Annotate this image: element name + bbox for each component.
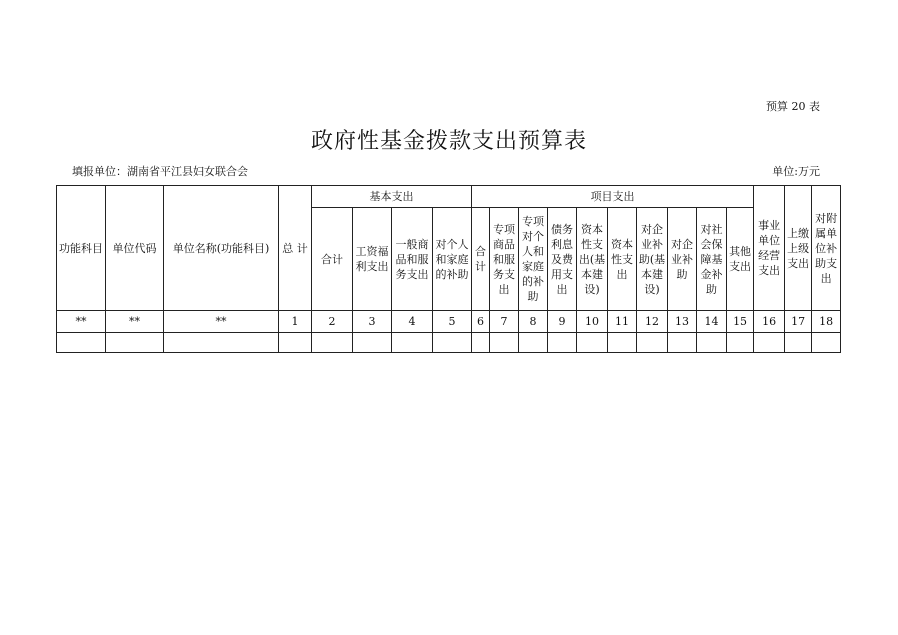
data-cell[interactable]	[812, 333, 841, 353]
budget-table	[56, 185, 841, 353]
header-project-social-security: 对社会保障基金补助	[697, 208, 727, 311]
header-project-enterprise-construction: 对企业补助(基本建设)	[637, 208, 668, 311]
header-basic-personal-subsidy: 对个人和家庭的补助	[433, 208, 472, 311]
filing-unit: 填报单位：湖南省平江县妇女联合会	[72, 165, 248, 178]
empty-data-row	[57, 333, 841, 353]
index-cell: 14	[697, 311, 727, 333]
index-cell: 13	[668, 311, 697, 333]
data-cell[interactable]	[668, 333, 697, 353]
header-function-subject: 功能科目	[57, 186, 106, 311]
data-cell[interactable]	[279, 333, 312, 353]
index-cell: 5	[433, 311, 472, 333]
data-cell[interactable]	[312, 333, 353, 353]
data-cell[interactable]	[57, 333, 106, 353]
header-project-capital-construction: 资本性支出(基本建设)	[577, 208, 608, 311]
data-cell[interactable]	[548, 333, 577, 353]
data-cell[interactable]	[577, 333, 608, 353]
header-basic-goods-services: 一般商品和服务支出	[392, 208, 433, 311]
header-project-enterprise: 对企业补助	[668, 208, 697, 311]
header-total: 总 计	[279, 186, 312, 311]
index-row	[57, 311, 841, 333]
page-title: 政府性基金拨款支出预算表	[310, 129, 587, 154]
index-cell: 9	[548, 311, 577, 333]
data-cell[interactable]	[785, 333, 812, 353]
index-cell: 6	[472, 311, 490, 333]
header-project-capital: 资本性支出	[608, 208, 637, 311]
header-basic-expenditure: 基本支出	[312, 186, 472, 208]
index-cell: **	[106, 311, 164, 333]
data-cell[interactable]	[392, 333, 433, 353]
header-basic-wages: 工资福利支出	[353, 208, 392, 311]
header-unit-name: 单位名称(功能科目)	[164, 186, 279, 311]
index-cell: 3	[353, 311, 392, 333]
index-cell: 18	[812, 311, 841, 333]
header-basic-subtotal: 合计	[312, 208, 353, 311]
data-cell[interactable]	[433, 333, 472, 353]
index-cell: 4	[392, 311, 433, 333]
index-cell: 10	[577, 311, 608, 333]
data-cell[interactable]	[490, 333, 519, 353]
index-cell: 16	[754, 311, 785, 333]
header-project-debt-interest: 债务利息及费用支出	[548, 208, 577, 311]
index-cell: **	[164, 311, 279, 333]
index-cell: 15	[727, 311, 754, 333]
header-project-expenditure: 项目支出	[472, 186, 754, 208]
data-cell[interactable]	[637, 333, 668, 353]
data-cell[interactable]	[754, 333, 785, 353]
data-cell[interactable]	[697, 333, 727, 353]
table-number: 预算 20 表	[766, 100, 820, 113]
data-cell[interactable]	[472, 333, 490, 353]
currency-unit: 单位:万元	[772, 165, 820, 178]
header-subsidiary-subsidy: 对附属单位补助支出	[812, 186, 841, 311]
header-business-operation: 事业单位经营支出	[754, 186, 785, 311]
data-cell[interactable]	[106, 333, 164, 353]
index-cell: 2	[312, 311, 353, 333]
header-project-personal-subsidy: 专项对个人和家庭的补助	[519, 208, 548, 311]
index-cell: 11	[608, 311, 637, 333]
header-remit-superior: 上缴上级支出	[785, 186, 812, 311]
header-unit-code: 单位代码	[106, 186, 164, 311]
data-cell[interactable]	[519, 333, 548, 353]
header-project-other: 其他支出	[727, 208, 754, 311]
header-project-subtotal: 合计	[472, 208, 490, 311]
index-cell: **	[57, 311, 106, 333]
data-cell[interactable]	[353, 333, 392, 353]
index-cell: 12	[637, 311, 668, 333]
index-cell: 7	[490, 311, 519, 333]
data-cell[interactable]	[727, 333, 754, 353]
header-project-goods-services: 专项商品和服务支出	[490, 208, 519, 311]
index-cell: 1	[279, 311, 312, 333]
data-cell[interactable]	[164, 333, 279, 353]
data-cell[interactable]	[608, 333, 637, 353]
index-cell: 17	[785, 311, 812, 333]
index-cell: 8	[519, 311, 548, 333]
